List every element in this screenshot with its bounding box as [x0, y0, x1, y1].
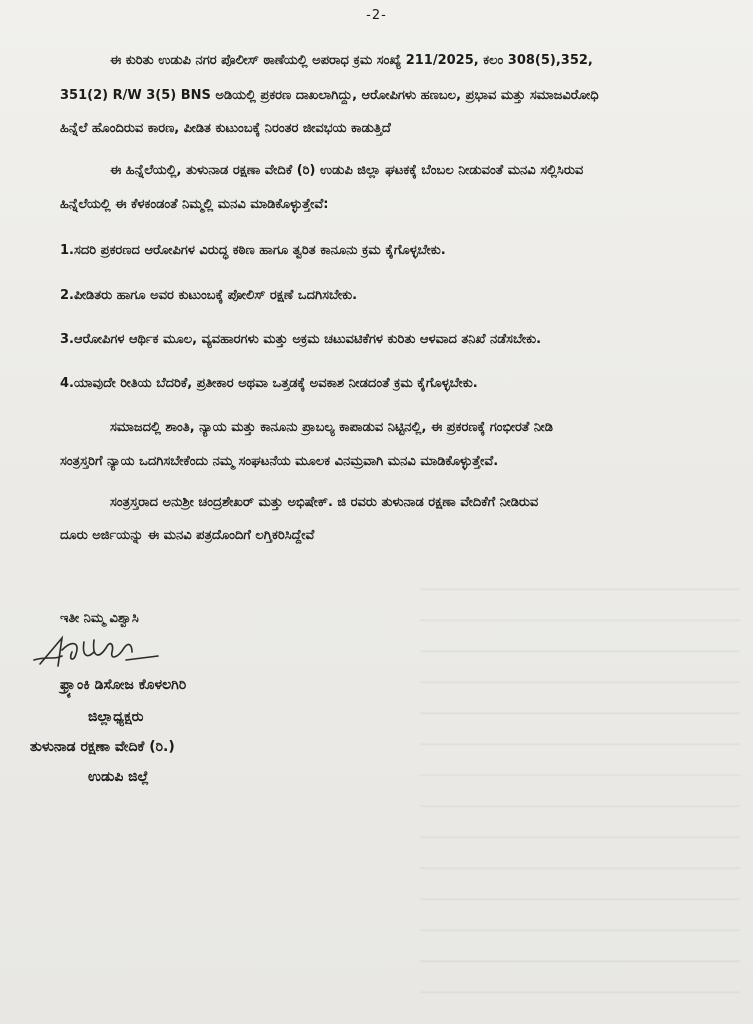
paragraph-1-line-1: ಈ ಕುರಿತು ಉಡುಪಿ ನಗರ ಪೊಲೀಸ್ ಠಾಣೆಯಲ್ಲಿ ಅಪರಾಧ ಕ್ರಮ ಸಂಖ್ಯೆ 211/2025, ಕಲಂ 308(5),352,: [110, 53, 593, 68]
paragraph-2-line-2: ಹಿನ್ನೆಲೆಯಲ್ಲಿ ಈ ಕೆಳಕಂಡಂತೆ ನಿಮ್ಮಲ್ಲಿ ಮನವಿ ಮಾಡಿಕೊಳ್ಳುತ್ತೇವೆ:: [60, 197, 329, 212]
show-through-text: [420, 560, 740, 1000]
paragraph-4-line-1: ಸಂತ್ರಸ್ತರಾದ ಅನುಶ್ರೀ ಚಂದ್ರಶೇಖರ್ ಮತ್ತು ಅಭಿಷೇಕ್. ಜಿ ರವರು ತುಳುನಾಡ ರಕ್ಷಣಾ ವೇದಿಕೆಗೆ ನೀಡಿರುವ: [110, 495, 539, 510]
page-number: -2-: [366, 8, 387, 23]
demand-item-4: 4.ಯಾವುದೇ ರೀತಿಯ ಬೆದರಿಕೆ, ಪ್ರತೀಕಾರ ಅಥವಾ ಒತ್ತಡಕ್ಕೆ ಅವಕಾಶ ನೀಡದಂತೆ ಕ್ರಮ ಕೈಗೊಳ್ಳಬೇಕು.: [60, 376, 478, 391]
handwritten-signature: [28, 630, 168, 672]
paragraph-3-line-1: ಸಮಾಜದಲ್ಲಿ ಶಾಂತಿ, ನ್ಯಾಯ ಮತ್ತು ಕಾನೂನು ಪ್ರಾಬಲ್ಯ ಕಾಪಾಡುವ ನಿಟ್ಟಿನಲ್ಲಿ, ಈ ಪ್ರಕರಣಕ್ಕೆ ಗಂಭೀರತೆ ನೀಡಿ: [110, 420, 553, 435]
paragraph-1-line-2: 351(2) R/W 3(5) BNS ಅಡಿಯಲ್ಲಿ ಪ್ರಕರಣ ದಾಖಲಾಗಿದ್ದು, ಆರೋಪಿಗಳು ಹಣಬಲ, ಪ್ರಭಾವ ಮತ್ತು ಸಮಾಜವಿರೋಧಿ: [60, 88, 599, 103]
paragraph-4-line-2: ದೂರು ಅರ್ಜಿಯನ್ನು ಈ ಮನವಿ ಪತ್ರದೊಂದಿಗೆ ಲಗ್ತಿಕರಿಸಿದ್ದೇವೆ: [60, 528, 315, 543]
demand-item-3: 3.ಆರೋಪಿಗಳ ಆರ್ಥಿಕ ಮೂಲ, ವ್ಯವಹಾರಗಳು ಮತ್ತು ಅಕ್ರಮ ಚಟುವಟಿಕೆಗಳ ಕುರಿತು ಆಳವಾದ ತನಿಖೆ ನಡೆಸಬೇಕು.: [60, 332, 542, 347]
demand-item-2: 2.ಪೀಡಿತರು ಹಾಗೂ ಅವರ ಕುಟುಂಬಕ್ಕೆ ಪೋಲಿಸ್ ರಕ್ಷಣೆ ಒದಗಿಸಬೇಕು.: [60, 288, 358, 303]
paragraph-3-line-2: ಸಂತ್ರಸ್ತರಿಗೆ ನ್ಯಾಯ ಒದಗಿಸಬೇಕೆಂದು ನಮ್ಮ ಸಂಘಟನೆಯ ಮೂಲಕ ವಿನಮ್ರವಾಗಿ ಮನವಿ ಮಾಡಿಕೊಳ್ಳುತ್ತೇವೆ.: [60, 454, 499, 469]
paragraph-2-line-1: ಈ ಹಿನ್ನೆಲೆಯಲ್ಲಿ, ತುಳುನಾಡ ರಕ್ಷಣಾ ವೇದಿಕೆ (ರಿ) ಉಡುಪಿ ಜಿಲ್ಲಾ ಘಟಕಕ್ಕೆ ಬೆಂಬಲ ನೀಡುವಂತೆ ಮನವಿ ಸಲ್ಲಿಸಿರುವ: [110, 163, 584, 178]
demand-item-1: 1.ಸದರಿ ಪ್ರಕರಣದ ಆರೋಪಿಗಳ ವಿರುದ್ಧ ಕಠಿಣ ಹಾಗೂ ತ್ವರಿತ ಕಾನೂನು ಕ್ರಮ ಕೈಗೊಳ್ಳಬೇಕು.: [60, 243, 446, 258]
signatory-designation: ಜಿಲ್ಲಾಧ್ಯಕ್ಷರು: [88, 709, 144, 725]
closing-salutation: ಇತೀ ನಿಮ್ಮ ವಿಶ್ವಾಸಿ: [60, 611, 139, 626]
paragraph-1-line-3: ಹಿನ್ನೆಲೆ ಹೊಂದಿರುವ ಕಾರಣ, ಪೀಡಿತ ಕುಟುಂಬಕ್ಕೆ ನಿರಂತರ ಜೀವಭಯ ಕಾಡುತ್ತಿದೆ: [60, 121, 391, 136]
signatory-name: ಫ್ರ್ಯಾಂಕಿ ಡಿಸೋಜ ಕೊಳಲಗಿರಿ: [60, 677, 187, 693]
signatory-district: ಉಡುಪಿ ಜಿಲ್ಲೆ: [88, 769, 149, 785]
signatory-organization: ತುಳುನಾಡ ರಕ್ಷಣಾ ವೇದಿಕೆ (ರಿ.): [30, 739, 175, 755]
